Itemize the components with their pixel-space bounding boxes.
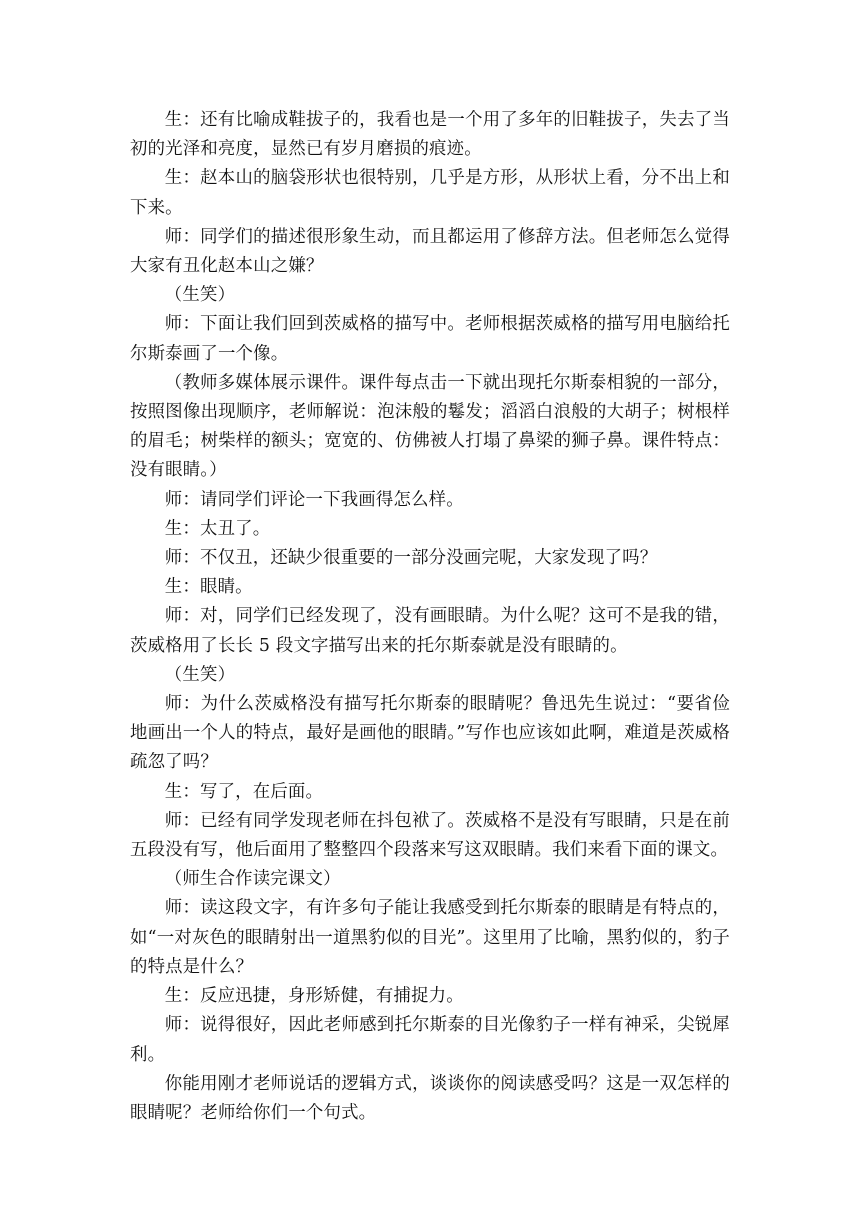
- paragraph: 生：太丑了。: [164, 518, 271, 539]
- paragraph: 师：不仅丑，还缺少很重要的一部分没画完呢，大家发现了吗？: [164, 548, 658, 569]
- paragraph: 师：下面让我们回到茨威格的描写中。老师根据茨威格的描写用电脑给托尔斯泰画了一个像。: [130, 314, 730, 364]
- paragraph: 师：为什么茨威格没有描写托尔斯泰的眼睛呢？鲁迅先生说过：“要省俭地画出一个人的特点，最好是画他的眼睛。”写作也应该如此啊，难道是茨威格疏忽了吗？: [130, 694, 730, 773]
- paragraph: 师：请同学们评论一下我画得怎么样。: [164, 489, 464, 510]
- paragraph: 生：写了，在后面。: [164, 781, 324, 802]
- paragraph: 师：同学们的描述很形象生动，而且都运用了修辞方法。但老师怎么觉得大家有丑化赵本山之嫌？: [130, 226, 730, 277]
- paragraph: （生笑）: [164, 664, 236, 685]
- paragraph: 师：已经有同学发现老师在抖包袱了。茨威格不是没有写眼睛，只是在前五段没有写，他后面用了整整四个段落来写这双眼睛。我们来看下面的课文。: [130, 810, 730, 861]
- paragraph: 生：赵本山的脑袋形状也很特别，几乎是方形，从形状上看，分不出上和下来。: [130, 168, 730, 218]
- paragraph: 师：对，同学们已经发现了，没有画眼睛。为什么呢？这可不是我的错，茨威格用了长长 5 段文字描写出来的托尔斯泰就是没有眼睛的。: [130, 606, 730, 656]
- paragraph: 生：反应迅捷，身形矫健，有捕捉力。: [164, 986, 464, 1007]
- paragraph: （师生合作读完课文）: [164, 869, 341, 890]
- document-page: [130, 106, 730, 1128]
- paragraph: 师：说得很好，因此老师感到托尔斯泰的目光像豹子一样有神采，尖锐犀利。: [130, 1015, 730, 1065]
- paragraph: （教师多媒体展示课件。课件每点击一下就出现托尔斯泰相貌的一部分，按照图像出现顺序，老师解说：泡沫般的鬈发；滔滔白浪般的大胡子；树根样的眉毛；树柴样的额头；宽宽的、仿佛被人打塌了鼻梁的狮子鼻。课件特点：没有眼睛。）: [130, 372, 730, 481]
- paragraph: 生：还有比喻成鞋拔子的，我看也是一个用了多年的旧鞋拔子，失去了当初的光泽和亮度，显然已有岁月磨损的痕迹。: [130, 110, 730, 160]
- paragraph: 生：眼睛。: [164, 577, 253, 598]
- paragraph: 师：读这段文字，有许多句子能让我感受到托尔斯泰的眼睛是有特点的，如“一对灰色的眼睛射出一道黑豹似的目光”。这里用了比喻，黑豹似的，豹子的特点是什么？: [130, 898, 730, 977]
- paragraph: 你能用刚才老师说话的逻辑方式，谈谈你的阅读感受吗？这是一双怎样的眼睛呢？老师给你们一个句式。: [130, 1073, 730, 1123]
- paragraph: （生笑）: [164, 285, 236, 306]
